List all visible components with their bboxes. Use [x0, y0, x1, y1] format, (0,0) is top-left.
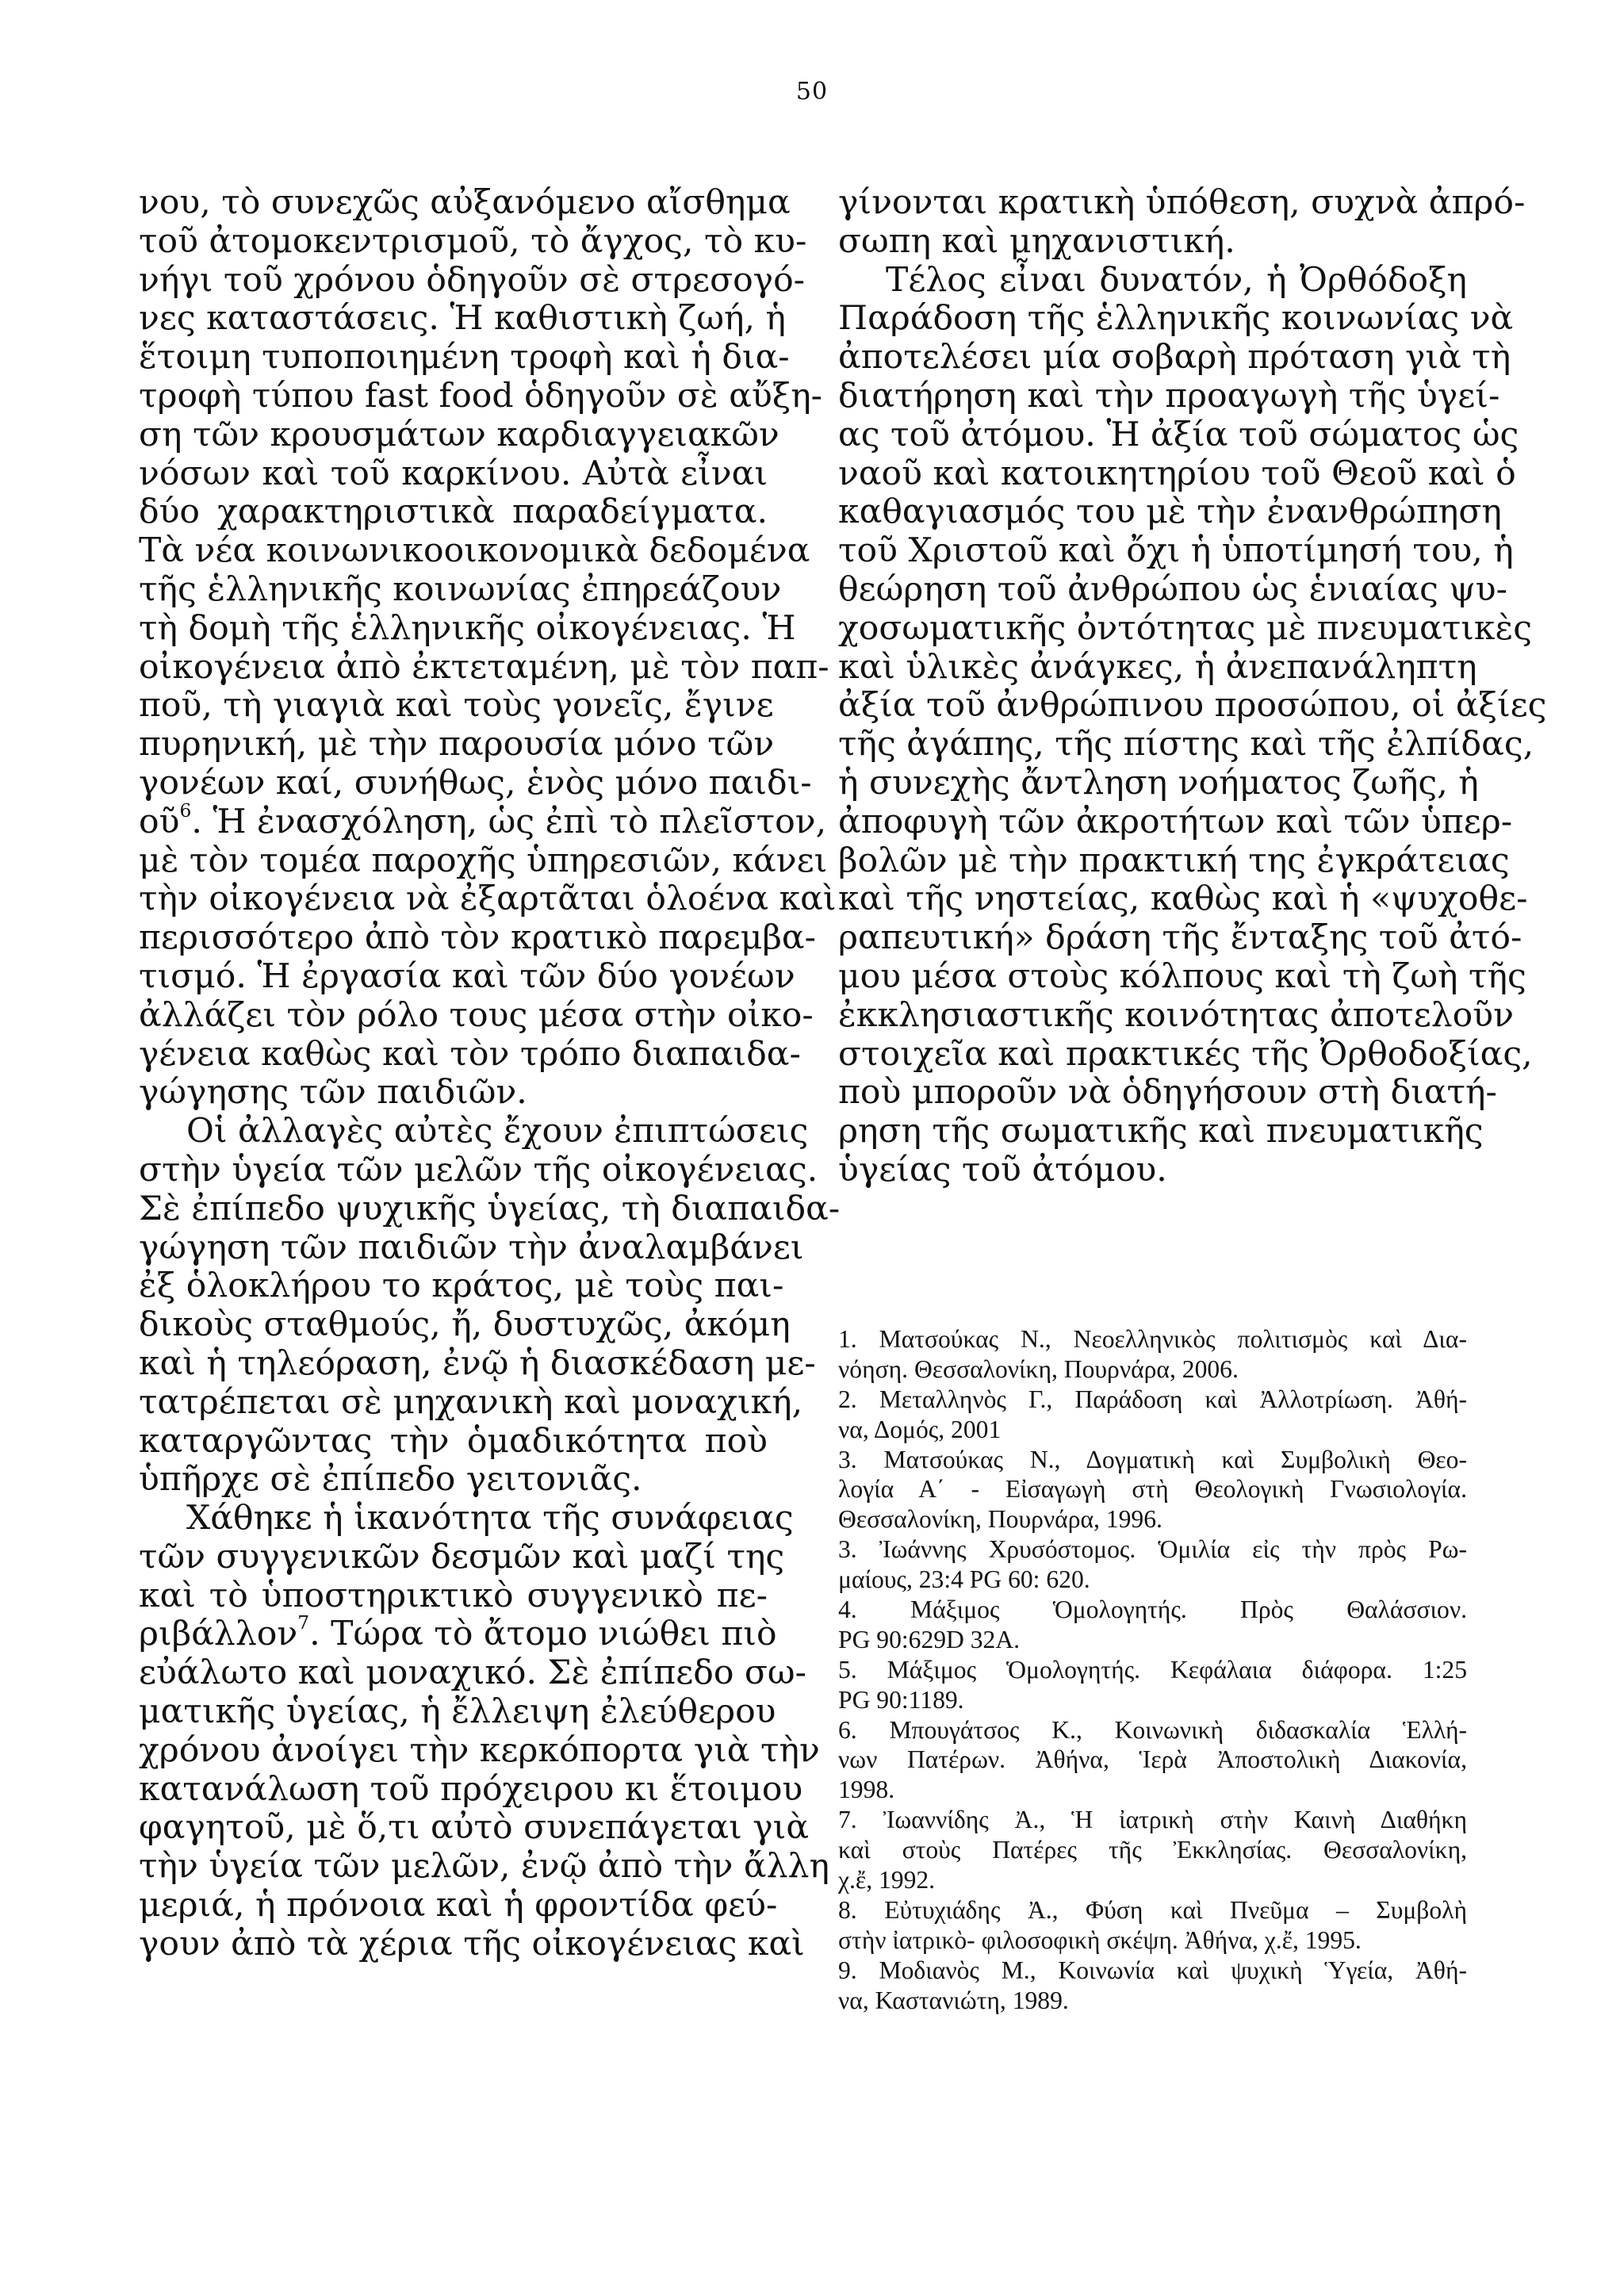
text-line [139, 1808, 810, 1848]
footnote-line: 3. Ματσούκας Ν., Δογματικὴ καὶ Συμβολικὴ Θεο- [838, 1445, 1467, 1473]
text-line [139, 763, 812, 803]
text-line [139, 1537, 785, 1577]
text-segment: ὑπῆρχε σὲ ἐπίπεδο γειτονιᾶς. [139, 1460, 642, 1500]
footnote-line: 8. Εὐτυχιάδης Ἀ., Φύση καὶ Πνεῦμα – Συμβολὴ [838, 1895, 1467, 1924]
text-line [838, 531, 1514, 571]
text-line [139, 686, 774, 726]
text-segment: ας τοῦ ἀτόμου. Ἡ ἀξία τοῦ σώματος ὡς [838, 415, 1519, 454]
footnote [838, 1895, 1467, 1956]
text-line [838, 1073, 1497, 1113]
text-segment: τισμό. Ἡ ἐργασία καὶ τῶν δύο γονέων [139, 956, 795, 996]
footnote-line: PG 90:1189. [838, 1685, 964, 1714]
text-segment: ἀποφυγὴ τῶν ἀκροτήτων καὶ τῶν ὑπερ- [838, 802, 1513, 841]
text-segment: τατρέπεται σὲ μηχανικὴ καὶ μοναχική, [139, 1382, 803, 1422]
text-segment: ρηση τῆς σωματικῆς καὶ πνευματικῆς [838, 1112, 1484, 1151]
footnote-line: χ.ἔ, 1992. [838, 1866, 936, 1894]
text-line [838, 802, 1513, 842]
text-line [139, 260, 806, 301]
text-segment: ἀλλάζει τὸν ρόλο τους μέσα στὴν οἰκο- [139, 995, 814, 1035]
text-segment: οῦ [139, 802, 180, 841]
text-line [139, 299, 786, 339]
text-segment: δικοὺς σταθμούς, ἤ, δυστυχῶς, ἀκόμη [139, 1305, 791, 1345]
text-segment: ματικῆς ὑγείας, ἡ ἔλλειψη ἐλεύθερου [139, 1692, 776, 1732]
text-segment: τῶν συγγενικῶν δεσμῶν καὶ μαζί της [139, 1537, 785, 1576]
text-segment: νόσων καὶ τοῦ καρκίνου. Αὐτὰ εἶναι [139, 454, 768, 493]
footnote [838, 1956, 1467, 2016]
text-segment: ἀξία τοῦ ἀνθρώπινου προσώπου, οἱ ἀξίες [838, 686, 1547, 726]
text-line [838, 879, 1528, 919]
text-line [838, 223, 1467, 262]
text-line [139, 647, 829, 688]
text-line [139, 1266, 784, 1306]
text-segment: τὴ δομὴ τῆς ἑλληνικῆς οἰκογένειας. Ἡ [139, 608, 796, 648]
text-line [838, 415, 1519, 455]
text-segment: ἀποτελέσει μία σοβαρὴ πρόταση γιὰ τὴ [838, 338, 1511, 377]
text-segment: νήγι τοῦ χρόνου ὁδηγοῦν σὲ στρεσογό- [139, 260, 806, 300]
text-segment: θεώρηση τοῦ ἀνθρώπου ὡς ἑνιαίας ψυ- [838, 569, 1507, 609]
footnote-line: καὶ στοὺς Πατέρες τῆς Ἐκκλησίας. Θεσσαλονίκη, [838, 1836, 1467, 1864]
text-line [139, 841, 828, 881]
text-line [838, 1151, 1467, 1190]
footnote-line: νων Πατέρων. Ἀθήνα, Ἱερὰ Ἀποστολικὴ Διακονία, [838, 1745, 1467, 1774]
footnote-line: 4. Μάξιμος Ὁμολογητής. Πρὸς Θαλάσσιον. [838, 1596, 1467, 1624]
text-line [838, 725, 1534, 764]
footnote-line: 9. Μοδιανὸς Μ., Κοινωνία καὶ ψυχικὴ Ὑγεία, Ἀθή- [838, 1956, 1467, 1984]
text-line [139, 415, 779, 455]
text-line [838, 841, 1510, 881]
text-line [139, 1150, 818, 1190]
text-segment: σωπη καὶ μηχανιστική. [838, 221, 1235, 261]
text-segment: περισσότερο ἀπὸ τὸν κρατικὸ παρεμβα- [139, 918, 816, 958]
text-line [139, 493, 768, 532]
text-segment: ραπευτική» δράση τῆς ἔνταξης τοῦ ἀτό- [838, 918, 1522, 958]
text-segment: ριβάλλον [139, 1615, 298, 1654]
footnote-line: 5. Μάξιμος Ὁμολογητής. Κεφάλαια διάφορα. 1:25 [838, 1655, 1467, 1684]
text-segment: γίνονται κρατικὴ ὑπόθεση, συχνὰ ἀπρό- [838, 183, 1526, 222]
text-line [838, 454, 1516, 494]
text-segment: μὲ τὸν τομέα παροχῆς ὑπηρεσιῶν, κάνει [139, 841, 828, 880]
text-line [838, 492, 1502, 532]
text-line [139, 918, 816, 958]
text-line [838, 569, 1507, 610]
text-line [139, 1499, 794, 1538]
text-segment: μου μέσα στοὺς κόλπους καὶ τὴ ζωὴ τῆς [838, 956, 1526, 996]
footnote-line: στὴν ἰατρικὸ- φιλοσοφικὴ σκέψη. Ἀθήνα, χ.ἔ, 1995. [838, 1925, 1362, 1954]
footnote-line: 1998. [838, 1776, 895, 1804]
text-segment: τροφὴ τύπου fast food ὁδηγοῦν σὲ αὔξη- [139, 376, 823, 416]
text-line [838, 338, 1511, 377]
text-line [838, 299, 1514, 339]
text-line [139, 569, 782, 610]
text-segment: γονέων καί, συνήθως, ἑνὸς μόνο παιδι- [139, 763, 812, 803]
text-line [139, 1847, 829, 1887]
footnote [838, 1655, 1467, 1715]
text-line [139, 1305, 791, 1345]
text-segment: γώγηση τῶν παιδιῶν τὴν ἀναλαμβάνει [139, 1228, 804, 1267]
text-line [139, 338, 790, 377]
footnote [838, 1534, 1467, 1595]
text-segment: γένεια καθὼς καὶ τὸν τρόπο διαπαιδα- [139, 1034, 801, 1074]
text-segment: καὶ ὑλικὲς ἀνάγκες, ἡ ἀνεπανάληπτη [838, 647, 1477, 687]
text-line [139, 1461, 768, 1500]
text-segment: δύο χαρακτηριστικὰ παραδείγματα. [139, 492, 768, 532]
text-segment: πυρηνική, μὲ τὴν παρουσία μόνο τῶν [139, 725, 775, 764]
text-segment: Χάθηκε ἡ ἱκανότητα τῆς συνάφειας [186, 1499, 794, 1538]
text-segment: χρόνου ἀνοίγει τὴν κερκόπορτα γιὰ τὴν [139, 1730, 820, 1770]
page-number: 50 [795, 78, 829, 105]
text-line [139, 1343, 816, 1384]
text-line [139, 531, 810, 571]
text-segment: νου, τὸ συνεχῶς αὐξανόμενο αἴσθημα [139, 183, 791, 222]
footnote-line: 2. Μεταλληνὸς Γ., Παράδοση καὶ Ἀλλοτρίωση. Ἀθή- [838, 1385, 1467, 1413]
text-segment: τοῦ Χριστοῦ καὶ ὄχι ἡ ὑποτίμησή του, ἡ [838, 531, 1514, 571]
text-segment: νες καταστάσεις. Ἡ καθιστικὴ ζωή, ἡ [139, 299, 786, 339]
footnote-line: PG 90:629D 32A. [838, 1625, 1021, 1653]
text-segment: ποῦ, τὴ γιαγιὰ καὶ τοὺς γονεῖς, ἔγινε [139, 686, 774, 726]
text-line [139, 608, 796, 649]
text-line [139, 1112, 809, 1151]
footnote-line: μαίους, 23:4 PG 60: 620. [838, 1565, 1090, 1594]
left-column [139, 183, 841, 1964]
text-line [838, 1034, 1533, 1075]
footnote-ref: 6 [179, 799, 192, 822]
footnote-line: 6. Μπουγάτσος Κ., Κοινωνικὴ διδασκαλία Ἑλλή- [838, 1715, 1467, 1744]
text-segment: χοσωματικῆς ὀντότητας μὲ πνευματικὲς [838, 608, 1533, 648]
text-segment: ἡ συνεχὴς ἄντληση νοήματος ζωῆς, ἡ [838, 763, 1479, 803]
text-segment: Οἱ ἀλλαγὲς αὐτὲς ἔχουν ἐπιπτώσεις [186, 1112, 809, 1151]
text-segment: καὶ τῆς νηστείας, καθὼς καὶ ἡ «ψυχοθε- [838, 879, 1528, 919]
text-line [838, 763, 1479, 803]
text-line [139, 1228, 804, 1268]
text-line [838, 918, 1522, 958]
footnotes [838, 1324, 1467, 2015]
text-line [139, 1034, 801, 1075]
text-segment: καὶ τὸ ὑποστηρικτικὸ συγγενικὸ πε- [139, 1576, 768, 1615]
text-line [139, 1577, 768, 1616]
text-line [139, 799, 827, 842]
text-segment: ἐκκλησιαστικῆς κοινότητας ἀποτελοῦν [838, 995, 1514, 1035]
footnote-line: 1. Ματσούκας Ν., Νεοελληνικὸς πολιτισμὸς καὶ Δια- [838, 1325, 1467, 1353]
footnote-line: 7. Ἰωαννίδης Ἀ., Ἡ ἰατρικὴ στὴν Καινὴ Διαθήκη [838, 1806, 1467, 1834]
text-line [139, 1611, 777, 1654]
text-segment: ση τῶν κρουσμάτων καρδιαγγειακῶν [139, 415, 779, 454]
text-line [139, 1653, 806, 1693]
text-segment: κατανάλωση τοῦ πρόχειρου κι ἕτοιμου [139, 1769, 803, 1809]
text-line [838, 647, 1477, 688]
text-line [139, 221, 807, 262]
text-segment: ἐξ ὁλοκλήρου το κράτος, μὲ τοὺς παι- [139, 1266, 784, 1306]
text-segment: ναοῦ καὶ κατοικητηρίου τοῦ Θεοῦ καὶ ὁ [838, 454, 1516, 493]
text-segment: φαγητοῦ, μὲ ὅ,τι αὐτὸ συνεπάγεται γιὰ [139, 1808, 810, 1848]
text-segment: ποὺ μποροῦν νὰ ὁδηγήσουν στὴ διατή- [838, 1073, 1497, 1113]
text-line [139, 1189, 841, 1229]
text-segment: τῆς ἑλληνικῆς κοινωνίας ἐπηρεάζουν [139, 569, 782, 609]
text-segment: τὴν οἰκογένεια νὰ ἐξαρτᾶται ὁλοένα καὶ [139, 879, 837, 919]
footnote-ref: 7 [297, 1611, 310, 1634]
footnote [838, 1324, 1467, 1385]
text-segment: . Τώρα τὸ ἄτομο νιώθει πιὸ [309, 1615, 777, 1654]
text-segment: Παράδοση τῆς ἑλληνικῆς κοινωνίας νὰ [838, 299, 1514, 339]
text-line [139, 1886, 778, 1925]
text-segment: . Ἡ ἐνασχόληση, ὡς ἐπὶ τὸ πλεῖστον, [191, 802, 827, 841]
text-line [139, 956, 795, 997]
text-line [139, 1074, 768, 1113]
text-segment: βολῶν μὲ τὴν πρακτική της ἐγκράτειας [838, 841, 1510, 880]
text-line [838, 1112, 1484, 1151]
footnote [838, 1445, 1467, 1535]
text-line [838, 956, 1526, 997]
footnote-line: να, Καστανιώτη, 1989. [838, 1986, 1069, 2014]
text-segment: καθαγιασμός του μὲ τὴν ἐνανθρώπηση [838, 492, 1502, 532]
text-line [139, 1382, 803, 1423]
footnote-line: νόηση. Θεσσαλονίκη, Πουρνάρα, 2006. [838, 1354, 1239, 1383]
text-segment: γώγησης τῶν παιδιῶν. [139, 1073, 527, 1113]
footnote-line: 3. Ἰωάννης Χρυσόστομος. Ὁμιλία εἰς τὴν πρὸς Ρω- [838, 1535, 1467, 1564]
text-segment: Τὰ νέα κοινωνικοοικονομικὰ δεδομένα [139, 531, 810, 571]
text-line [838, 995, 1514, 1036]
text-segment: διατήρηση καὶ τὴν προαγωγὴ τῆς ὑγεί- [838, 376, 1500, 416]
text-segment: τῆς ἀγάπης, τῆς πίστης καὶ τῆς ἐλπίδας, [838, 725, 1534, 764]
text-segment: τὴν ὑγεία τῶν μελῶν, ἐνῷ ἀπὸ τὴν ἄλλη [139, 1847, 829, 1887]
text-line [139, 376, 823, 416]
text-segment: Σὲ ἐπίπεδο ψυχικῆς ὑγείας, τὴ διαπαιδα- [139, 1189, 841, 1228]
text-line [139, 1692, 776, 1732]
text-line [139, 725, 775, 764]
text-segment: καὶ ἡ τηλεόραση, ἐνῷ ἡ διασκέδαση με- [139, 1343, 816, 1383]
text-segment: καταργῶντας τὴν ὁμαδικότητα ποὺ [139, 1421, 768, 1461]
text-segment: Τέλος εἶναι δυνατόν, ἡ Ὀρθόδοξη [886, 260, 1467, 300]
footnote-line: λογία Α΄ - Εἰσαγωγὴ στὴ Θεολογικὴ Γνωσιολογία. [838, 1475, 1467, 1504]
text-line [139, 1730, 820, 1771]
right-column [838, 183, 1547, 1190]
text-line [139, 455, 768, 494]
text-segment: γουν ἀπὸ τὰ χέρια τῆς οἰκογένειας καὶ [139, 1924, 805, 1963]
text-segment: στοιχεῖα καὶ πρακτικές τῆς Ὀρθοδοξίας, [838, 1034, 1533, 1074]
footnote [838, 1805, 1467, 1895]
text-segment: τοῦ ἀτομοκεντρισμοῦ, τὸ ἄγχος, τὸ κυ- [139, 221, 807, 261]
text-segment: ὑγείας τοῦ ἀτόμου. [838, 1150, 1167, 1190]
text-line [838, 608, 1533, 649]
text-segment: εὐάλωτο καὶ μοναχικό. Σὲ ἐπίπεδο σω- [139, 1653, 806, 1693]
text-line [139, 1924, 805, 1964]
text-line [139, 995, 814, 1036]
footnote [838, 1385, 1467, 1445]
footnote-line: Θεσσαλονίκη, Πουρνάρα, 1996. [838, 1505, 1162, 1534]
text-segment: στὴν ὑγεία τῶν μελῶν τῆς οἰκογένειας. [139, 1150, 818, 1190]
text-line [139, 183, 791, 223]
text-line [838, 183, 1526, 223]
text-line [139, 1769, 803, 1810]
footnote [838, 1715, 1467, 1806]
footnote-line: να, Δομός, 2001 [838, 1415, 1002, 1443]
text-line [139, 879, 837, 919]
text-line [838, 376, 1500, 416]
text-segment: ἕτοιμη τυποποιημένη τροφὴ καὶ ἡ δια- [139, 338, 790, 377]
footnote [838, 1595, 1467, 1655]
text-segment: μεριά, ἡ πρόνοια καὶ ἡ φροντίδα φεύ- [139, 1886, 778, 1925]
text-line [139, 1423, 768, 1462]
text-line [838, 262, 1467, 301]
text-line [838, 686, 1547, 726]
text-segment: οἰκογένεια ἀπὸ ἐκτεταμένη, μὲ τὸν παπ- [139, 647, 829, 687]
